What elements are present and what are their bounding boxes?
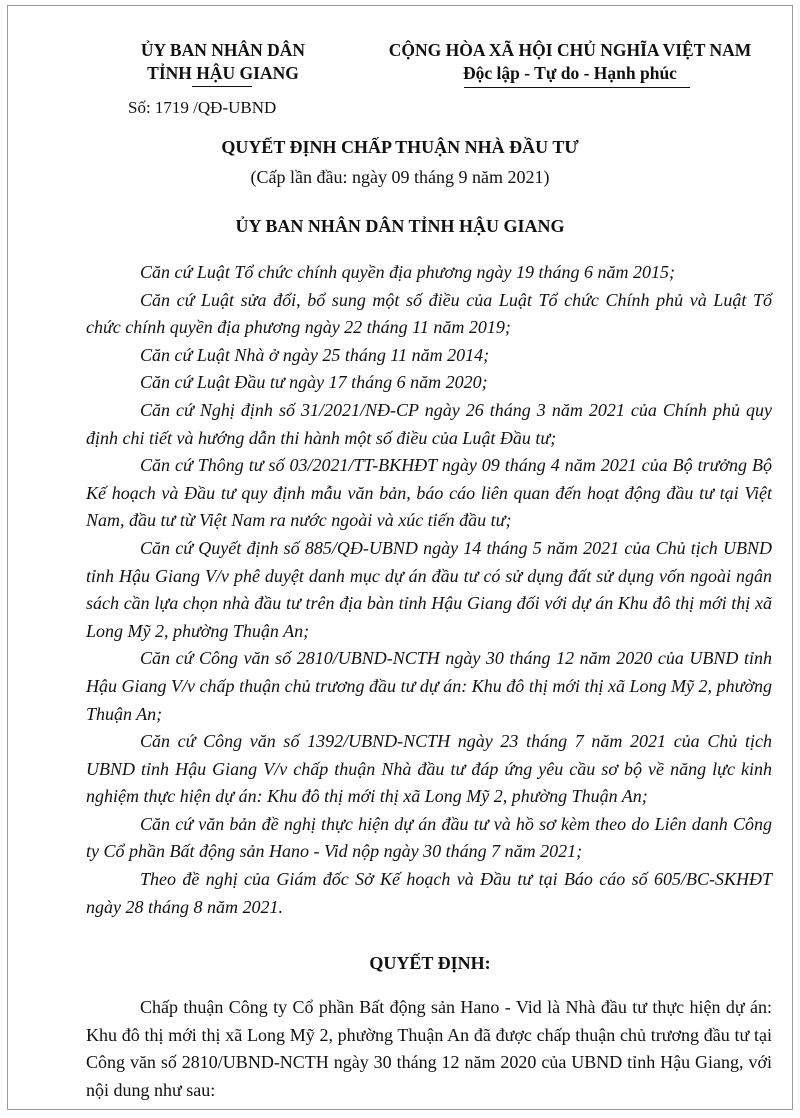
legal-basis-item: Căn cứ Công văn số 1392/UBND-NCTH ngày 23 tháng 7 năm 2021 của Chủ tịch UBND tỉnh Hậu Giang V/v chấp thuận Nhà đầu tư đáp ứng yêu cầu sơ bộ về năng lực kinh nghiệm thực hiện dự án: Khu đô thị mới thị xã Long Mỹ 2, phường Thuận An; <box>86 731 772 807</box>
legal-basis-item: Căn cứ Thông tư số 03/2021/TT-BKHĐT ngày 09 tháng 4 năm 2021 của Bộ trưởng Bộ Kế hoạch và Đầu tư quy định mẫu văn bản, báo cáo liên quan đến hoạt động đầu tư tại Việt Nam, đầu tư từ Việt Nam ra nước ngoài và xúc tiến đầu tư; <box>86 455 772 531</box>
legal-basis-item: Căn cứ văn bản đề nghị thực hiện dự án đầu tư và hồ sơ kèm theo do Liên danh Công ty Cổ phần Bất động sản Hano - Vid nộp ngày 30 tháng 7 năm 2021; <box>86 813 772 862</box>
issuer-heading: ỦY BAN NHÂN DÂN TỈNH HẬU GIANG <box>235 216 565 236</box>
legal-basis-item: Căn cứ Nghị định số 31/2021/NĐ-CP ngày 26 tháng 3 năm 2021 của Chính phủ quy định chi tiết và hướng dẫn thi hành một số điều của Luật Đầu tư; <box>86 399 772 448</box>
legal-basis-item: Căn cứ Luật Tổ chức chính quyền địa phương ngày 19 tháng 6 năm 2015; <box>140 262 676 282</box>
authority-name-line1: ỦY BAN NHÂN DÂN <box>140 40 306 60</box>
legal-basis-item: Theo đề nghị của Giám đốc Sở Kế hoạch và Đầu tư tại Báo cáo số 605/BC-SKHĐT ngày 28 tháng 8 năm 2021. <box>86 869 772 917</box>
country-name: CỘNG HÒA XÃ HỘI CHỦ NGHĨA VIỆT NAM <box>388 40 752 60</box>
legal-basis-item: Căn cứ Quyết định số 885/QĐ-UBND ngày 14 tháng 5 năm 2021 của Chủ tịch UBND tỉnh Hậu Giang V/v phê duyệt danh mục dự án đầu tư có sử dụng đất sử dụng vốn ngoài ngân sách cần lựa chọn nhà đầu tư trên địa bàn tỉnh Hậu Giang đối với dự án Khu đô thị mới thị xã Long Mỹ 2, phường Thuận An; <box>86 537 772 641</box>
legal-basis-item: Căn cứ Công văn số 2810/UBND-NCTH ngày 30 tháng 12 năm 2020 của UBND tỉnh Hậu Giang V/v chấp thuận chủ trương đầu tư dự án: Khu đô thị mới thị xã Long Mỹ 2, phường Thuận An; <box>86 648 772 724</box>
decision-heading: QUYẾT ĐỊNH: <box>369 953 491 973</box>
document-number: Số: 1719 /QĐ-UBND <box>128 98 277 117</box>
decision-text: Chấp thuận Công ty Cổ phần Bất động sản Hano - Vid là Nhà đầu tư thực hiện dự án: Khu đô thị mới thị xã Long Mỹ 2, phường Thuận An đã được chấp thuận chủ trương đầu tư tại Công văn số 2810/UBND-NCTH ngày 30 tháng 12 năm 2020 của UBND tỉnh Hậu Giang, với nội dung như sau: <box>86 997 772 1100</box>
legal-basis-item: Căn cứ Luật Đầu tư ngày 17 tháng 6 năm 2020; <box>140 372 488 393</box>
legal-basis-item: Căn cứ Luật Nhà ở ngày 25 tháng 11 năm 2014; <box>140 344 490 365</box>
legal-basis-item: Căn cứ Luật sửa đổi, bổ sung một số điều của Luật Tổ chức Chính phủ và Luật Tổ chức chính quyền địa phương ngày 22 tháng 11 năm 2019; <box>86 289 772 338</box>
decision-body <box>86 994 772 1104</box>
document-title: QUYẾT ĐỊNH CHẤP THUẬN NHÀ ĐẦU TƯ <box>221 137 579 157</box>
motto-underline <box>464 87 690 88</box>
issue-date-line: (Cấp lần đầu: ngày 09 tháng 9 năm 2021) <box>250 167 550 187</box>
authority-name-line2: TỈNH HẬU GIANG <box>147 63 299 83</box>
national-motto: Độc lập - Tự do - Hạnh phúc <box>463 63 677 83</box>
legal-bases <box>86 259 772 921</box>
authority-underline <box>192 86 252 87</box>
